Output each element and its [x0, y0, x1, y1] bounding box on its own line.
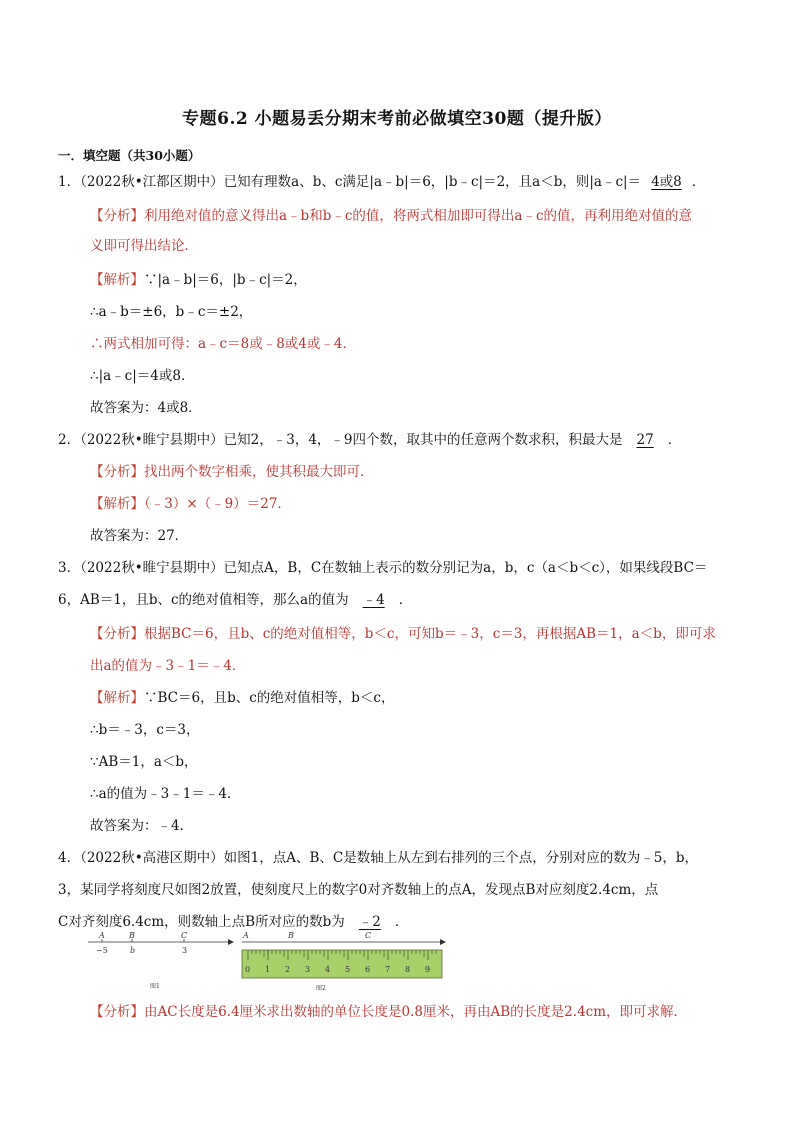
fig1-value-b: b: [130, 946, 136, 955]
fig1-point-a: A: [99, 931, 105, 940]
analysis-4: [90, 1002, 687, 1022]
figure-svg: [88, 930, 448, 995]
analysis-tag: 【分析】: [90, 626, 144, 642]
question-1-text: 1．（2022秋•江都区期中）已知有理数a、b、c满足|a﹣b|＝6，|b﹣c|＝2，且a＜b，则|a﹣c|＝: [58, 174, 642, 190]
question-3-end: ．: [398, 592, 413, 608]
analysis-3-line-1: [90, 624, 716, 644]
ruler-tick-9: 9: [425, 965, 431, 974]
fig1-point-b: B: [129, 931, 135, 940]
question-4-line-3: [58, 912, 408, 932]
ruler-tick-1: 1: [265, 965, 271, 974]
analysis-2: [90, 462, 374, 482]
question-3-line-1: 3．（2022秋•睢宁县期中）已知点A，B，C在数轴上表示的数分别记为a，b，c（a＜b＜c），如果线段BC＝: [58, 560, 708, 576]
figure-2-ruler: [242, 931, 446, 992]
question-4-text: C对齐刻度6.4cm，则数轴上点B所对应的数b为: [58, 914, 345, 930]
solution-1-line-2: ∴a﹣b＝±6，b﹣c＝±2，: [90, 304, 253, 320]
question-1-end: ．: [691, 174, 706, 190]
analysis-text: 根据BC＝6，且b、c的绝对值相等，b＜c，可知b＝﹣3，c＝3，再根据AB＝1，a＜b，即可求: [144, 626, 716, 642]
fig2-caption: 图2: [316, 985, 326, 992]
solution-1-line-3: ∴两式相加可得：a﹣c＝8或﹣8或4或﹣4．: [90, 336, 356, 352]
question-2-end: ．: [667, 432, 682, 448]
question-4-answer: ﹣2: [358, 914, 381, 930]
page-title: 专题6.2 小题易丢分期末考前必做填空30题（提升版）: [182, 109, 612, 129]
question-3-line-2: [58, 590, 412, 610]
solution-text: ∵|a﹣b|＝6，|b﹣c|＝2，: [144, 272, 307, 288]
analysis-text: 由AC长度是6.4厘米求出数轴的单位长度是0.8厘米，再由AB的长度是2.4cm，即可求解．: [144, 1004, 688, 1020]
question-2-text: 2．（2022秋•睢宁县期中）已知2，﹣3，4，﹣9四个数，取其中的任意两个数求积，积最大是: [58, 432, 623, 448]
ruler-tick-2: 2: [285, 965, 291, 974]
solution-1-line-1: [90, 270, 307, 290]
analysis-tag: 【分析】: [90, 464, 144, 480]
answer-3: 故答案为：﹣4．: [90, 818, 194, 834]
solution-tag: 【解析】: [90, 272, 144, 288]
analysis-text: 找出两个数字相乘，使其积最大即可．: [144, 464, 374, 480]
solution-tag: 【解析】: [90, 496, 144, 512]
solution-text: （﹣3）×（﹣9）＝27．: [144, 496, 291, 512]
figure-number-line-and-ruler: [88, 930, 448, 995]
question-2: [58, 430, 681, 450]
fig1-value-c: 3: [182, 946, 188, 955]
question-3-answer: ﹣4: [362, 592, 385, 608]
analysis-text: 利用绝对值的意义得出a﹣b和b﹣c的值，将两式相加即可得出a﹣c的值，再利用绝对值的意: [144, 208, 693, 224]
question-4-end: ．: [394, 914, 409, 930]
solution-3-line-1: [90, 688, 395, 708]
ruler-tick-3: 3: [305, 965, 311, 974]
ruler-tick-5: 5: [345, 965, 351, 974]
solution-3-line-3: ∵AB＝1，a＜b，: [90, 754, 198, 770]
fig1-value-a: −5: [96, 946, 108, 955]
analysis-1-line-1: [90, 206, 692, 226]
fig1-point-c: C: [181, 931, 188, 940]
analysis-tag: 【分析】: [90, 208, 144, 224]
ruler-tick-6: 6: [365, 965, 371, 974]
question-4-line-2: 3，某同学将刻度尺如图2放置，使刻度尺上的数字0对齐数轴上的点A，发现点B对应刻度2.4cm，点: [58, 882, 659, 898]
fig2-point-c: C: [365, 931, 372, 940]
solution-1-line-4: ∴|a﹣c|＝4或8．: [90, 368, 195, 384]
fig2-point-a: A: [243, 931, 249, 940]
ruler-tick-4: 4: [325, 965, 331, 974]
question-4-line-1: 4．（2022秋•高港区期中）如图1，点A、B、C是数轴上从左到右排列的三个点，分别对应的数为﹣5，b，: [58, 850, 698, 866]
solution-tag: 【解析】: [90, 690, 144, 706]
analysis-3-line-2: 出a的值为﹣3﹣1＝﹣4．: [90, 658, 246, 674]
solution-3-line-4: ∴a的值为﹣3﹣1＝﹣4．: [90, 786, 241, 802]
ruler-body: [242, 950, 442, 978]
question-3-text: 6，AB＝1，且b、c的绝对值相等，那么a的值为: [58, 592, 349, 608]
question-1: [58, 172, 705, 192]
figure-1-number-line: [88, 931, 234, 990]
analysis-tag: 【分析】: [90, 1004, 144, 1020]
analysis-1-line-2: 义即可得出结论．: [90, 238, 198, 254]
answer-1: 故答案为：4或8．: [90, 400, 202, 416]
question-2-answer: 27: [636, 432, 654, 448]
ruler-tick-0: 0: [245, 965, 251, 974]
solution-2: [90, 494, 291, 514]
solution-3-line-2: ∴b＝﹣3，c＝3，: [90, 722, 200, 738]
fig1-caption: 图1: [150, 983, 160, 990]
section-heading: 一．填空题（共30小题）: [58, 148, 201, 163]
solution-text: ∵BC＝6，且b、c的绝对值相等，b＜c，: [144, 690, 395, 706]
ruler-tick-7: 7: [385, 965, 391, 974]
question-1-answer: 4或8: [651, 174, 682, 190]
answer-2: 故答案为：27．: [90, 528, 189, 544]
fig2-point-b: B: [288, 931, 294, 940]
ruler-tick-8: 8: [405, 965, 411, 974]
